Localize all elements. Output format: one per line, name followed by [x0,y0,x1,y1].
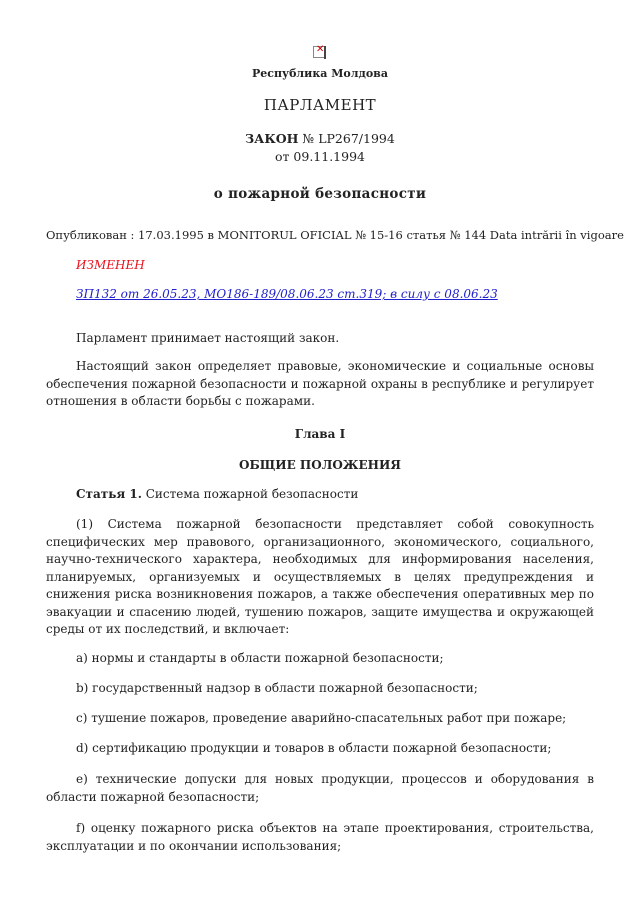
list-item-b [46,680,594,698]
list-item-text: c) тушение пожаров, проведение аварийно-спасательных работ при пожаре; [76,711,567,725]
list-item-d [46,740,594,758]
country-name: Республика Молдова [252,67,388,80]
law-number [0,131,640,146]
list-item-a [46,650,594,668]
broken-image-icon: ✕ [313,46,325,58]
article-paragraph-1 [46,516,594,639]
list-item-f [46,820,594,855]
image-border [324,46,326,59]
law-label: ЗАКОН [245,131,299,146]
publication-info: Опубликован : 17.03.1995 в MONITORUL OFICIAL № 15-16 статья № 144 Data intrării în vigoare [46,228,624,242]
preamble-text: Настоящий закон определяет правовые, экономические и социальные основы обеспечения пожарной безопасности и пожарной охраны в республике и регулирует отношения в области борьбы с пожарами. [46,359,594,408]
law-title: о пожарной безопасности [213,186,427,202]
chapter-heading: Глава I [294,427,346,441]
list-item-e [46,771,594,806]
intro-text: Парламент принимает настоящий закон. [76,331,340,345]
modified-label: ИЗМЕНЕН [76,258,145,272]
list-item-c [46,710,594,728]
amendment-link[interactable]: ЗП132 от 26.05.23, МО186-189/08.06.23 ст.319; в силу с 08.06.23 [76,287,498,301]
paragraph-1-text: (1) Система пожарной безопасности представляет собой совокупность специфических мер правового, организационного, экономического, социального, научно-технического характера, необходимых для информирования населения, планируемых, организуемых и осуществляемых в целях предупреждения и снижения риска возникновения пожаров, а также обеспечения оперативных мер по эвакуации и спасению людей, тушению пожаров, защите имущества и окружающей среды от их последствий, и включает: [46,517,594,636]
list-item-text: d) сертификацию продукции и товаров в области пожарной безопасности; [76,741,552,755]
article-heading [76,487,358,501]
article-title: Система пожарной безопасности [141,487,359,501]
list-item-text: e) технические допуски для новых продукции, процессов и оборудования в области пожарной безопасности; [46,772,594,804]
list-item-text: a) нормы и стандарты в области пожарной безопасности; [76,651,444,665]
list-item-text: f) оценку пожарного риска объектов на этапе проектирования, строительства, эксплуатации и по окончании использования; [46,821,594,853]
chapter-title: ОБЩИЕ ПОЛОЖЕНИЯ [239,458,401,472]
law-date: от 09.11.1994 [275,149,365,164]
preamble-paragraph [46,358,594,411]
intro-paragraph [46,330,594,348]
issuer-name: ПАРЛАМЕНТ [263,96,377,114]
article-label: Статья 1. [76,487,142,501]
list-item-text: b) государственный надзор в области пожарной безопасности; [76,681,478,695]
law-number-value: № LP267/1994 [298,131,395,146]
